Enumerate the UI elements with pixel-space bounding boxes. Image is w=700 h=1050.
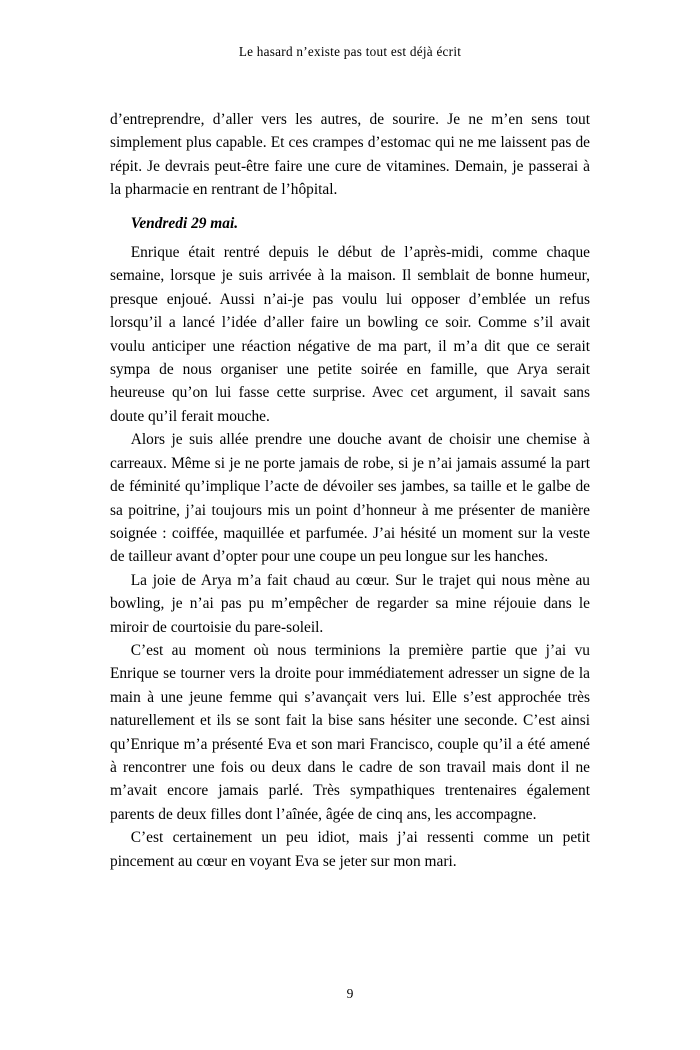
paragraph: C’est au moment où nous terminions la première partie que j’ai vu Enrique se tourner vers la droite pour immédiatement adresser un signe de la main à une jeune femme qui s’avançait vers lui. Elle s’est approchée très naturellement et ils se sont fait la bise sans hésiter une seconde. C’est ainsi qu’Enrique m’a présenté Eva et son mari Francisco, couple qu’il a été amené à rencontrer une fois ou deux dans le cadre de son travail mais dont il ne m’avait encore jamais parlé. Très sympathiques trentenaires également parents de deux filles dont l’aînée, âgée de cinq ans, les accompagne. (110, 641, 590, 823)
date-heading: Vendredi 29 mai. (130, 214, 239, 232)
running-head: Le hasard n’existe pas tout est déjà écrit (238, 44, 462, 59)
paragraph: Enrique était rentré depuis le début de l’après-midi, comme chaque semaine, lorsque je suis arrivée à la maison. Il semblait de bonne humeur, presque enjoué. Aussi n’ai-je pas voulu lui opposer d’emblée un refus lorsqu’il a lancé l’idée d’aller faire un bowling ce soir. Comme s’il avait voulu anticiper une réaction négative de ma part, il m’a dit que ce serait sympa de nous organiser une petite soirée en famille, que Arya serait heureuse qu’on lui fasse cette surprise. Avec cet argument, il savait sans doute qu’il ferait mouche. (110, 244, 590, 425)
paragraph-continuation: d’entreprendre, d’aller vers les autres, de sourire. Je ne m’en sens tout simplement plus capable. Et ces crampes d’estomac qui ne me laissent pas de répit. Je devrais peut-être faire une cure de vitamines. Demain, je passerai à la pharmacie en rentrant de l’hôpital. (110, 111, 590, 199)
page-number: 9 (346, 986, 354, 1001)
paragraph: La joie de Arya m’a fait chaud au cœur. Sur le trajet qui nous mène au bowling, je n’ai pas pu m’empêcher de regarder sa mine réjouie dans le miroir de courtoisie du pare-soleil. (110, 571, 590, 636)
body-text (110, 108, 590, 873)
paragraph: C’est certainement un peu idiot, mais j’ai ressenti comme un petit pincement au cœur en voyant Eva se jeter sur mon mari. (110, 829, 590, 870)
paragraph: Alors je suis allée prendre une douche avant de choisir une chemise à carreaux. Même si je ne porte jamais de robe, si je n’ai jamais assumé la part de féminité qu’implique l’acte de dévoiler ses jambes, sa taille et le galbe de sa poitrine, j’ai toujours mis un point d’honneur à me présenter de manière soignée : coiffée, maquillée et parfumée. J’ai hésité un moment sur la veste de tailleur avant d’opter pour une coupe un peu longue sur les hanches. (110, 431, 590, 566)
